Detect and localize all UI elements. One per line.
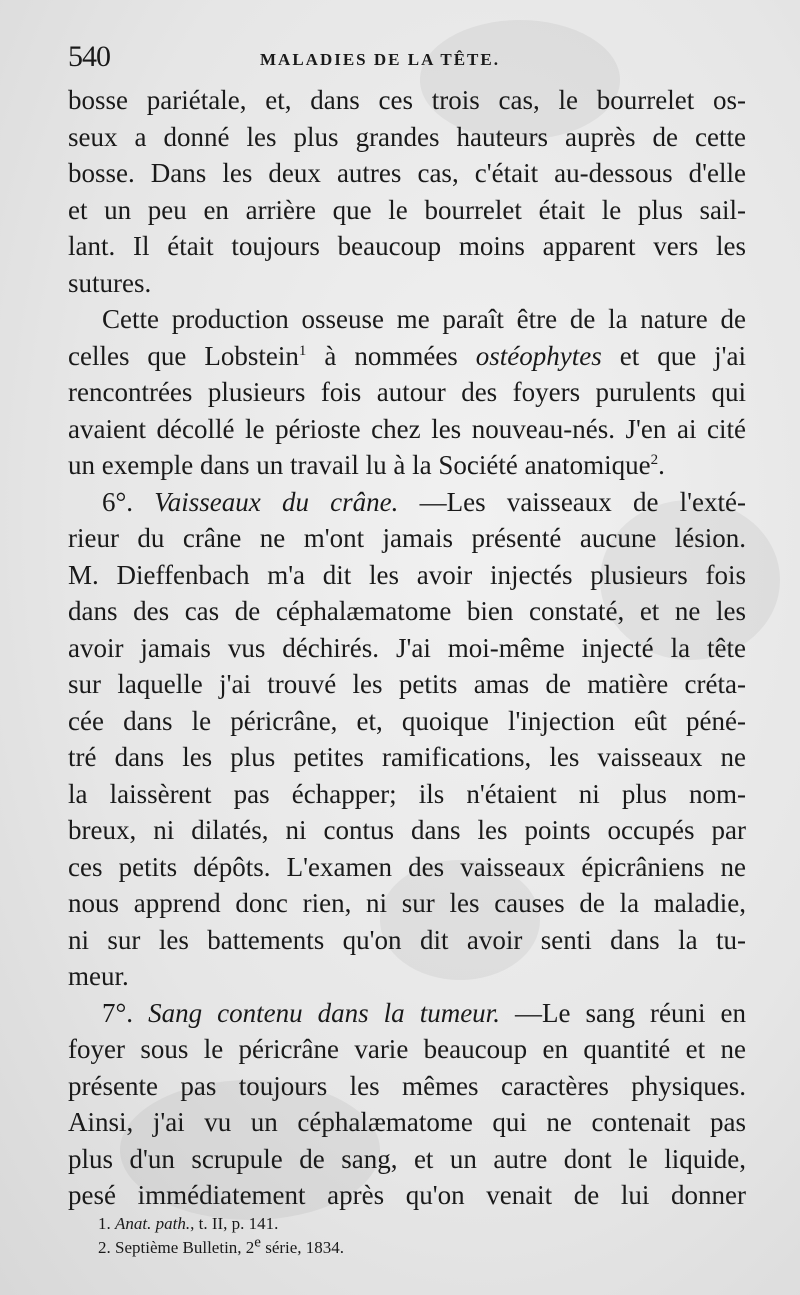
- text-line: ni sur les battements qu'on dit avoir senti dans la tu-: [68, 924, 746, 955]
- text-line: M. Dieffenbach m'a dit les avoir injectés plusieurs fois: [68, 559, 746, 590]
- footnote-text: , t. II, p. 141.: [190, 1214, 279, 1233]
- page-number: 540: [68, 40, 110, 73]
- text-line: [68, 338, 746, 375]
- footnote-text: Septième Bulletin, 2: [115, 1238, 255, 1257]
- text-fragment: et que j'ai: [619, 340, 747, 371]
- body-text: [68, 82, 746, 1214]
- footnote: [98, 1212, 718, 1236]
- text-line: nous apprend donc rien, ni sur les causes de la maladie,: [68, 888, 746, 918]
- footnote-ref: 2: [650, 452, 659, 468]
- text-line: rencontrées plusieurs fois autour des foyers purulents qui: [68, 377, 746, 407]
- text-line: un exemple dans un travail lu à la Société anatomique$^2$.: [68, 450, 665, 480]
- section-number: 7°.: [102, 997, 134, 1028]
- page-header: [68, 40, 748, 80]
- text-line: [68, 995, 746, 1032]
- text-line: Ainsi, j'ai vu un céphalæmatome qui ne contenait pas: [68, 1107, 746, 1137]
- footnote-source: Anat. path.: [115, 1214, 191, 1233]
- text-line: et un peu en arrière que le bourrelet était le plus sail-: [68, 194, 746, 225]
- text-line: bosse. Dans les deux autres cas, c'était au-dessous d'elle: [68, 158, 746, 188]
- text-line: plus d'un scrupule de sang, et un autre dont le liquide,: [68, 1143, 746, 1174]
- section-title: Sang contenu dans la tumeur.: [148, 997, 500, 1028]
- text-line: avoir jamais vus déchirés. J'ai moi-même injecté la tête: [68, 632, 746, 663]
- section-title: Vaisseaux du crâne.: [154, 486, 399, 517]
- text-line: rieur du crâne ne m'ont jamais présenté aucune lésion.: [68, 523, 746, 553]
- text-line: pesé immédiatement après qu'on venait de lui donner: [68, 1180, 746, 1210]
- footnote-ref: 1: [298, 342, 307, 359]
- text-line: breux, ni dilatés, ni contus dans les points occupés par: [68, 815, 746, 845]
- footnote-sup: e: [254, 1234, 261, 1251]
- text-line: ces petits dépôts. L'examen des vaisseaux épicrâniens ne: [68, 851, 746, 882]
- text-fragment: celles que Lobstein: [68, 340, 299, 371]
- text-fragment: —Les vaisseaux de l'exté-: [419, 486, 747, 517]
- text-line: bosse pariétale, et, dans ces trois cas, le bourrelet os-: [68, 85, 746, 115]
- running-head: MALADIES DE LA TÊTE.: [260, 50, 500, 69]
- text-line: meur.: [68, 961, 129, 991]
- text-fragment: à nommées: [324, 340, 458, 371]
- section-number: 6°.: [102, 486, 134, 517]
- footnote-mark: 1.: [98, 1214, 111, 1233]
- text-line: sutures.: [68, 267, 152, 298]
- text-fragment: un exemple dans un travail lu à la Société anatomique: [68, 450, 651, 480]
- text-line: foyer sous le péricrâne varie beaucoup en quantité et ne: [68, 1034, 746, 1064]
- text-line: lant. Il était toujours beaucoup moins apparent vers les: [68, 231, 746, 261]
- footnote-mark: 2.: [98, 1238, 111, 1257]
- footnotes: [98, 1212, 718, 1260]
- text-line: tré dans les plus petites ramifications, les vaisseaux ne: [68, 742, 746, 772]
- text-line: cée dans le péricrâne, et, quoique l'injection eût péné-: [68, 705, 746, 736]
- text-line: seux a donné les plus grandes hauteurs auprès de cette: [68, 121, 746, 152]
- text-line: sur laquelle j'ai trouvé les petits amas de matière créta-: [68, 669, 746, 699]
- text-line: dans des cas de céphalæmatome bien constaté, et ne les: [68, 596, 746, 626]
- text-line: présente pas toujours les mêmes caractères physiques.: [68, 1070, 746, 1101]
- italic-term: ostéophytes: [475, 340, 602, 371]
- text-line: Cette production osseuse me paraît être de la nature de: [102, 304, 746, 334]
- text-line: [68, 484, 746, 521]
- text-line: avaient décollé le périoste chez les nouveau-nés. J'en ai cité: [68, 413, 746, 444]
- text-line: la laissèrent pas échapper; ils n'étaient ni plus nom-: [68, 778, 746, 809]
- footnote: [98, 1236, 718, 1260]
- footnote-text: série, 1834.: [260, 1238, 345, 1257]
- text-fragment: —Le sang réuni en: [514, 997, 747, 1028]
